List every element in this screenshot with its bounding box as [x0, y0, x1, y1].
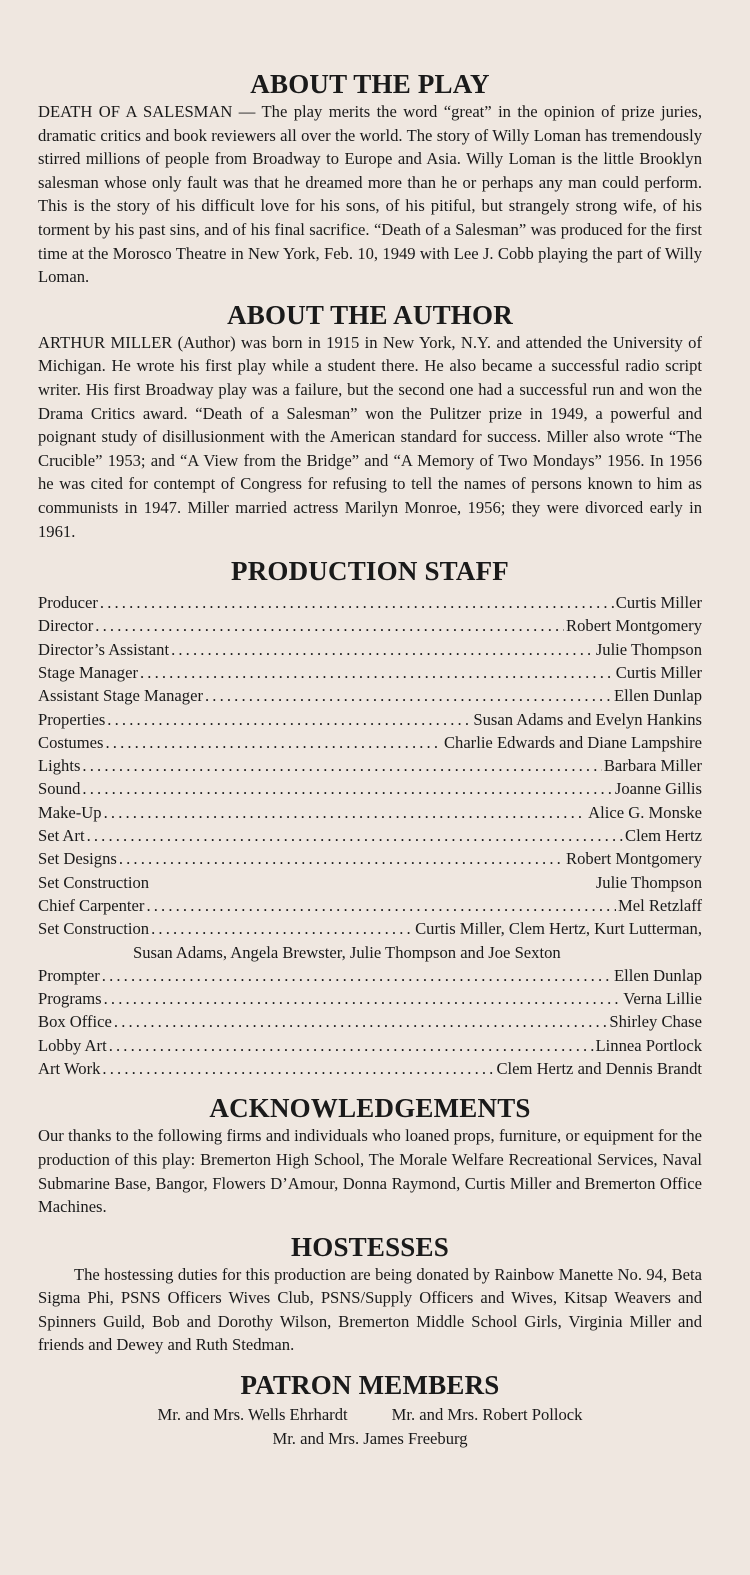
staff-row [38, 894, 702, 917]
acknowledgements-text: Our thanks to the following firms and individuals who loaned props, furniture, or equipment for the production of this play: Bremerton High School, The Morale Welfare Recreational Services, Naval Submarine Base, Bangor, Flowers D’Amour, Donna Raymond, Curtis Miller and Bremerton Office Machines. [38, 1126, 702, 1217]
leader-dots [87, 824, 623, 847]
about-the-play-heading: ABOUT THE PLAY [250, 69, 490, 99]
leader-dots [100, 591, 614, 614]
about-the-play-section [38, 68, 702, 289]
staff-name: Susan Adams, Angela Brewster, Julie Thompson and Joe Sexton [133, 942, 561, 962]
staff-name: Joanne Gillis [614, 779, 702, 799]
hostesses-heading: HOSTESSES [291, 1231, 449, 1262]
staff-name: Susan Adams and Evelyn Hankins [473, 709, 702, 729]
hostesses-section [38, 1231, 702, 1357]
staff-name: Robert Montgomery [566, 616, 702, 636]
staff-role: Prompter [38, 965, 100, 985]
patron-members-heading: PATRON MEMBERS [240, 1370, 500, 1401]
staff-role: Chief Carpenter [38, 895, 145, 915]
staff-role: Make-Up [38, 802, 102, 822]
staff-role: Director’s Assistant [38, 639, 170, 659]
production-staff-section [38, 555, 702, 1080]
about-the-author-section [38, 299, 702, 543]
acknowledgements-heading: ACKNOWLEDGEMENTS [209, 1093, 531, 1124]
about-the-play-text: DEATH OF A SALESMAN — The play merits the word “great” in the opinion of prize juries, dramatic critics and book reviewers all over the world. The story of Willy Loman has tremendously stirred millions of people from Broadway to Europe and Asia. Willy Loman is the little Brooklyn salesman whose only fault was that he dreamed more than he or perhaps any man could perform. This is the story of his difficult love for his sons, of his pitiful, but strangely strong wife, of his torment by his past sins, and of his final sacrifice. “Death of a Salesman” was produced for the first time at the Morosco Theatre in New York, Feb. 10, 1949 with Lee J. Cobb playing the part of Willy Loman. [38, 102, 702, 287]
staff-role: Properties [38, 709, 106, 729]
leader-dots [146, 894, 616, 917]
staff-name: Julie Thompson [595, 639, 702, 659]
about-the-author-heading: ABOUT THE AUTHOR [227, 299, 513, 330]
staff-row [38, 801, 702, 824]
leader-dots [109, 1034, 594, 1057]
staff-role: Set Construction [38, 872, 150, 892]
staff-role: Programs [38, 989, 102, 1009]
staff-name: Ellen Dunlap [613, 686, 702, 706]
production-staff-heading: PRODUCTION STAFF [231, 556, 509, 587]
staff-name: Barbara Miller [603, 756, 702, 776]
staff-name: Clem Hertz and Dennis Brandt [496, 1059, 702, 1079]
patron-list [38, 1403, 702, 1450]
staff-row [38, 684, 702, 707]
staff-role: Sound [38, 779, 81, 799]
staff-role: Costumes [38, 732, 104, 752]
leader-dots [151, 917, 413, 940]
leader-dots [102, 1057, 494, 1080]
patron-name: Mr. and Mrs. Robert Pollock [391, 1405, 583, 1425]
staff-row [38, 964, 702, 987]
leader-dots [102, 964, 612, 987]
staff-name: Alice G. Monske [588, 802, 702, 822]
staff-row [38, 731, 702, 754]
staff-role: Lights [38, 756, 81, 776]
staff-name: Ellen Dunlap [613, 965, 702, 985]
staff-role: Lobby Art [38, 1035, 107, 1055]
leader-dots [205, 684, 612, 707]
hostesses-text: The hostessing duties for this production are being donated by Rainbow Manette No. 94, Beta Sigma Phi, PSNS Officers Wives Club, PSNS/Supply Officers and Wives, Kitsap Weavers and Spinners Guild, Bob and Dorothy Wilson, Bremerton Middle School Girls, Virginia Miller and friends and Dewey and Ruth Stedman. [38, 1264, 702, 1355]
staff-row [38, 917, 702, 940]
staff-role: Set Art [38, 826, 85, 846]
patron-members-section [38, 1369, 702, 1450]
staff-row [38, 638, 702, 661]
staff-name: Verna Lillie [623, 989, 702, 1009]
staff-name: Shirley Chase [609, 1012, 702, 1032]
about-the-author-text: ARTHUR MILLER (Author) was born in 1915 in New York, N.Y. and attended the University of Michigan. He wrote his first play while a student there. He also became a successful radio script writer. His first Broadway play was a failure, but the second one had a successful run and won the Drama Critics award. “Death of a Salesman” won the Pulitzer prize in 1949, a powerful and poignant study of disillusionment with the American standard for success. Miller also wrote “The Crucible” 1953; and “A View from the Bridge” and “A Memory of Two Mondays” 1956. In 1956 he was cited for contempt of Congress for refusing to tell the names of persons known to him as communists in 1947. Miller married actress Marilyn Monroe, 1956; they were divorced early in 1961. [38, 332, 702, 541]
staff-role: Set Construction [38, 919, 150, 939]
staff-name: Curtis Miller [615, 662, 702, 682]
leader-dots [114, 1010, 607, 1033]
leader-dots [82, 777, 612, 800]
staff-role: Director [38, 616, 94, 636]
staff-row [38, 1034, 702, 1057]
staff-row [38, 708, 702, 731]
staff-name: Linnea Portlock [595, 1035, 702, 1055]
staff-row [38, 614, 702, 637]
staff-row [38, 871, 702, 894]
staff-row-continuation [38, 941, 702, 964]
staff-row [38, 987, 702, 1010]
staff-row [38, 777, 702, 800]
leader-dots [105, 731, 441, 754]
leader-dots [140, 661, 614, 684]
staff-role: Producer [38, 593, 98, 613]
leader-dots [82, 754, 601, 777]
staff-row [38, 1057, 702, 1080]
staff-name: Curtis Miller, Clem Hertz, Kurt Lutterman, [415, 919, 702, 939]
staff-name: Julie Thompson [595, 872, 702, 892]
acknowledgements-section [38, 1092, 702, 1218]
staff-name: Robert Montgomery [566, 849, 702, 869]
staff-name: Curtis Miller [615, 593, 702, 613]
staff-row [38, 754, 702, 777]
leader-dots [104, 801, 587, 824]
staff-row [38, 847, 702, 870]
staff-name: Mel Retzlaff [617, 895, 702, 915]
staff-role: Stage Manager [38, 662, 138, 682]
staff-role: Box Office [38, 1012, 112, 1032]
leader-dots [107, 708, 471, 731]
staff-name: Clem Hertz [625, 826, 702, 846]
staff-list [38, 591, 702, 1080]
leader-dots [119, 847, 564, 870]
staff-role: Art Work [38, 1059, 101, 1079]
leader-dots [95, 614, 564, 637]
patron-name: Mr. and Mrs. Wells Ehrhardt [157, 1405, 348, 1425]
staff-row [38, 661, 702, 684]
leader-dots [104, 987, 622, 1010]
staff-row [38, 824, 702, 847]
staff-role: Assistant Stage Manager [38, 686, 203, 706]
leader-dots [171, 638, 594, 661]
patron-name: Mr. and Mrs. James Freeburg [272, 1428, 468, 1448]
staff-row [38, 1010, 702, 1033]
staff-row [38, 591, 702, 614]
staff-name: Charlie Edwards and Diane Lampshire [443, 732, 702, 752]
staff-role: Set Designs [38, 849, 117, 869]
